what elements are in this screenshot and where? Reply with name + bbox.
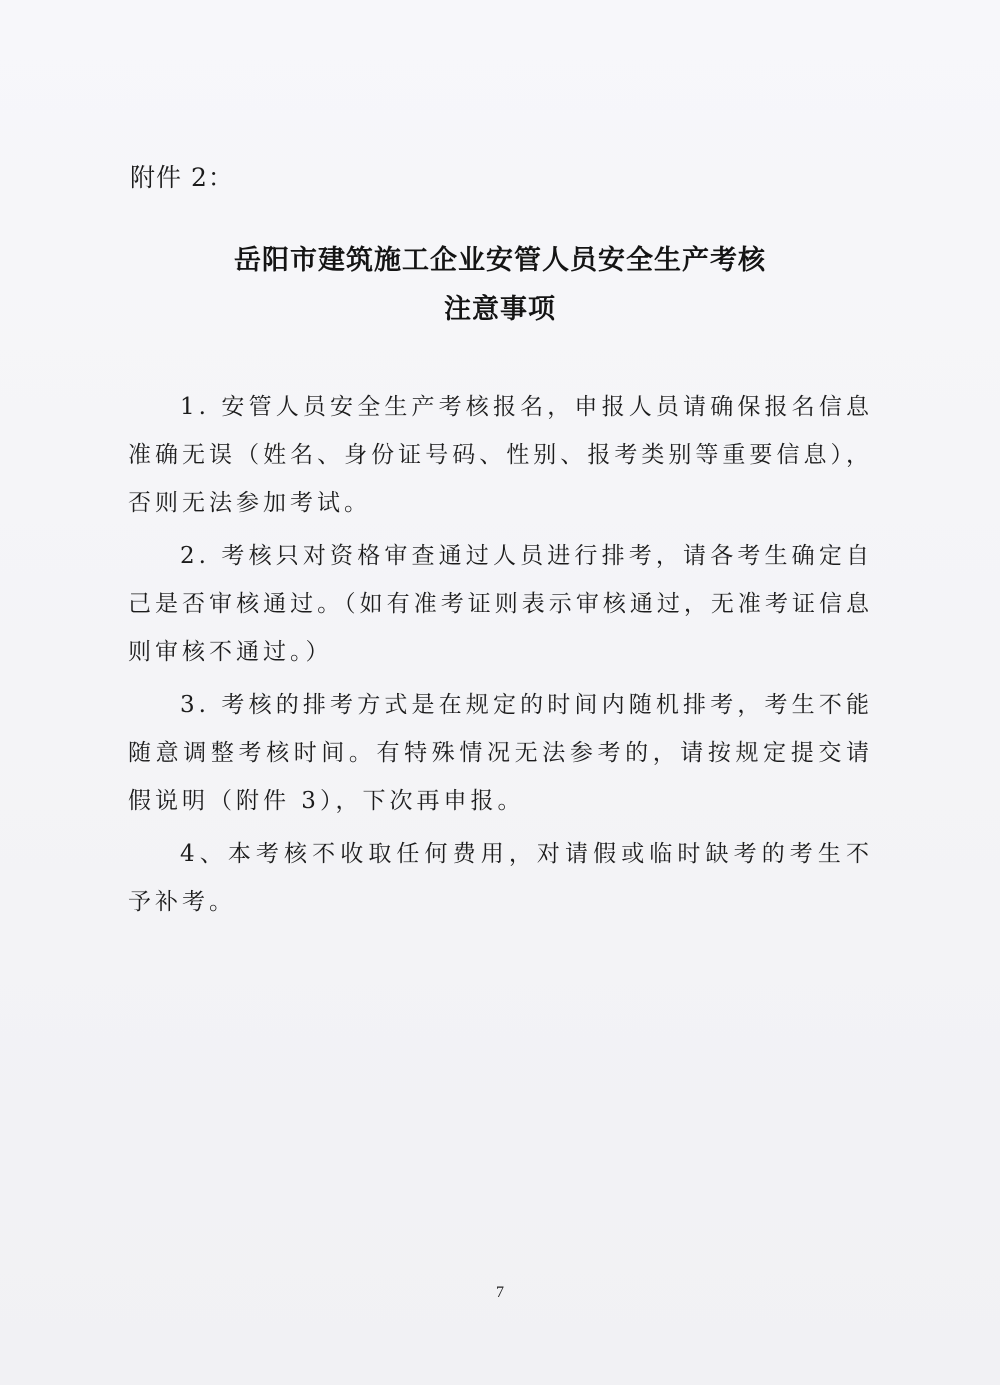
paragraph-2: 2. 考核只对资格审查通过人员进行排考，请各考生确定自己是否审核通过。（如有准考证则表示审核通过，无准考证信息则审核不通过。） — [128, 543, 873, 665]
attachment-label: 附件 2： — [130, 163, 234, 192]
document-title: 岳阳市建筑施工企业安管人员安全生产考核 — [234, 245, 766, 276]
paragraph-1: 1. 安管人员安全生产考核报名，申报人员请确保报名信息准确无误（姓名、身份证号码、性别、报考类别等重要信息），否则无法参加考试。 — [128, 394, 873, 516]
paragraph-3: 3. 考核的排考方式是在规定的时间内随机排考，考生不能随意调整考核时间。有特殊情况无法参考的，请按规定提交请假说明（附件 3），下次再申报。 — [128, 692, 873, 814]
page-number: 7 — [496, 1284, 504, 1301]
paragraph-4: 4、本考核不收取任何费用，对请假或临时缺考的考生不予补考。 — [128, 841, 873, 915]
document-body — [128, 383, 873, 931]
document-subtitle: 注意事项 — [444, 294, 556, 325]
